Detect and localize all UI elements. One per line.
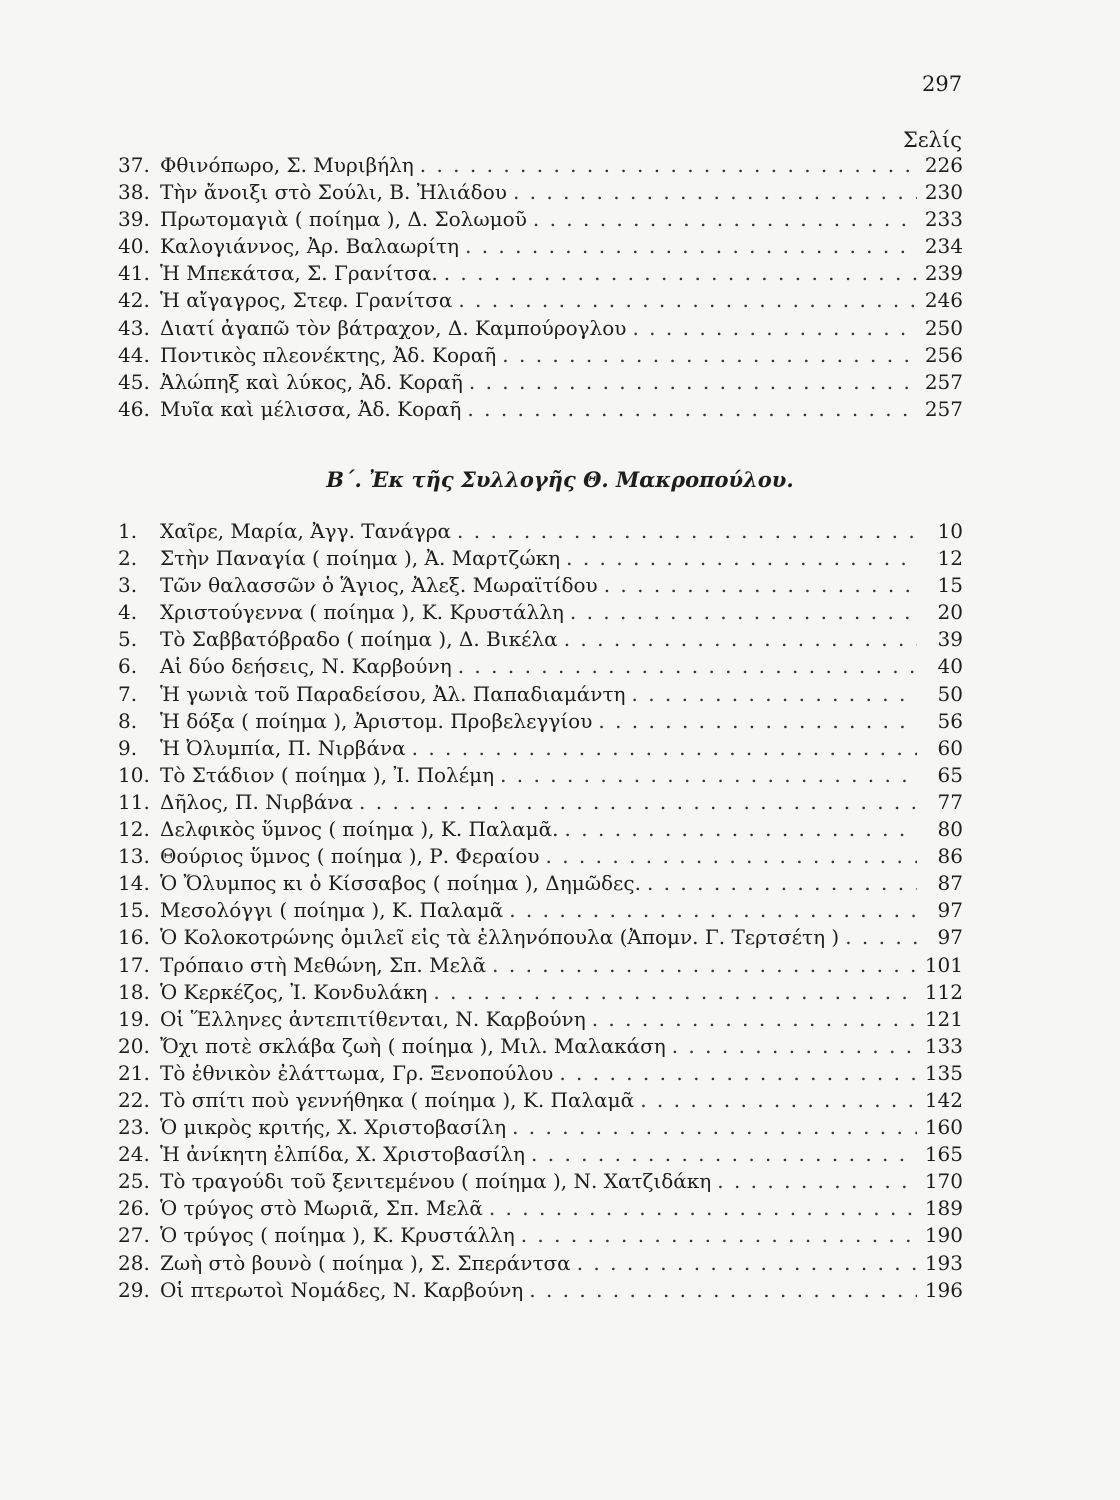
toc-entry — [118, 980, 963, 1007]
toc-entry — [118, 763, 963, 790]
dot-leader — [577, 1251, 917, 1275]
entry-number: 7. — [118, 681, 138, 706]
entry-number: 2. — [118, 546, 138, 571]
entry-title: Ὄχι ποτὲ σκλάβα ζωὴ ( ποίημα ), Μιλ. Μαλακάση — [160, 1033, 666, 1058]
entry-page: 133 — [924, 1033, 963, 1058]
entry-number: 11. — [118, 789, 150, 814]
entry-page: 257 — [924, 396, 963, 421]
dot-leader — [469, 370, 917, 394]
entry-page: 135 — [924, 1060, 963, 1085]
dot-leader — [570, 600, 917, 624]
entry-number: 6. — [118, 654, 138, 679]
entry-number: 16. — [118, 925, 150, 950]
entry-number: 39. — [118, 207, 150, 232]
toc-list-makropoulou — [118, 519, 963, 1305]
entry-number: 29. — [118, 1277, 150, 1302]
toc-entry — [118, 519, 963, 546]
entry-number: 27. — [118, 1223, 150, 1248]
entry-title: Αἱ δύο δεήσεις, Ν. Καρβούνη — [160, 654, 452, 679]
entry-number: 12. — [118, 817, 150, 842]
dot-leader — [509, 898, 917, 922]
entry-title: Πρωτομαγιὰ ( ποίημα ), Δ. Σολωμοῦ — [160, 207, 527, 232]
entry-number: 23. — [118, 1115, 150, 1140]
toc-entry — [118, 1034, 963, 1061]
entry-number: 3. — [118, 573, 138, 598]
dot-leader — [492, 953, 917, 977]
entry-number: 9. — [118, 735, 138, 760]
dot-leader — [458, 288, 917, 312]
entry-page: 256 — [924, 342, 963, 367]
entry-number: 19. — [118, 1006, 150, 1031]
toc-entry — [118, 790, 963, 817]
dot-leader — [521, 1223, 917, 1247]
entry-title: Τὴν ἄνοιξι στὸ Σούλι, Β. Ἠλιάδου — [160, 180, 507, 205]
entry-page: 97 — [937, 898, 963, 923]
toc-entry — [118, 1278, 963, 1305]
toc-entry — [118, 817, 963, 844]
toc-entry — [118, 953, 963, 980]
entry-title: Μυῖα καὶ μέλισσα, Ἀδ. Κοραῆ — [160, 396, 462, 421]
dot-leader — [592, 1007, 917, 1031]
entry-title: Ὁ τρύγος στὸ Μωριᾶ, Σπ. Μελᾶ — [160, 1196, 483, 1221]
entry-title: Τρόπαιο στὴ Μεθώνη, Σπ. Μελᾶ — [160, 952, 487, 977]
entry-title: Διατί ἀγαπῶ τὸν βάτραχον, Δ. Καμπούρογλου — [160, 315, 627, 340]
entry-title: Ὁ μικρὸς κριτής, Χ. Χριστοβασίλη — [160, 1115, 507, 1140]
entry-page: 142 — [924, 1087, 963, 1112]
entry-page: 112 — [924, 979, 963, 1004]
entry-title: Ὁ τρύγος ( ποίημα ), Κ. Κρυστάλλη — [160, 1223, 515, 1248]
entry-page: 87 — [937, 871, 963, 896]
entry-page: 189 — [924, 1196, 963, 1221]
entry-number: 20. — [118, 1033, 150, 1058]
dot-leader — [845, 925, 917, 949]
entry-page: 86 — [937, 844, 963, 869]
entry-title: Τὸ τραγούδι τοῦ ξενιτεμένου ( ποίημα ), Ν. Χατζιδάκη — [160, 1169, 712, 1194]
entry-number: 26. — [118, 1196, 150, 1221]
dot-leader — [533, 207, 917, 231]
entry-title: Ἡ δόξα ( ποίημα ), Ἀριστομ. Προβελεγγίου — [160, 708, 593, 733]
entry-number: 44. — [118, 342, 150, 367]
toc-entry — [118, 343, 963, 370]
entry-page: 234 — [924, 234, 963, 259]
entry-page: 230 — [924, 180, 963, 205]
entry-title: Ἡ Μπεκάτσα, Σ. Γρανίτσα. — [160, 261, 438, 286]
dot-leader — [500, 763, 917, 787]
dot-leader — [465, 234, 917, 258]
entry-title: Τὸ Σαββατόβραδο ( ποίημα ), Δ. Βικέλα — [160, 627, 558, 652]
entry-page: 190 — [924, 1223, 963, 1248]
dot-leader — [647, 871, 917, 895]
toc-entry — [118, 709, 963, 736]
page-number: 297 — [922, 72, 963, 96]
toc-entry — [118, 397, 963, 424]
dot-leader — [458, 654, 917, 678]
entry-page: 233 — [924, 207, 963, 232]
toc-list-continued — [118, 153, 963, 424]
toc-entry — [118, 654, 963, 681]
entry-number: 1. — [118, 519, 138, 543]
entry-title: Στὴν Παναγία ( ποίημα ), Ἀ. Μαρτζώκη — [160, 546, 561, 571]
entry-number: 8. — [118, 708, 138, 733]
entry-page: 20 — [937, 600, 963, 625]
dot-leader — [457, 519, 917, 543]
entry-title: Καλογιάννος, Ἀρ. Βαλαωρίτη — [160, 234, 459, 259]
entry-title: Τὸ ἐθνικὸν ἐλάττωμα, Γρ. Ξενοπούλου — [160, 1060, 554, 1085]
entry-page: 165 — [924, 1142, 963, 1167]
toc-entry — [118, 1088, 963, 1115]
dot-leader — [359, 790, 917, 814]
entry-number: 10. — [118, 762, 150, 787]
entry-title: Ἡ γωνιὰ τοῦ Παραδείσου, Ἀλ. Παπαδιαμάντη — [160, 681, 626, 706]
dot-leader — [632, 682, 918, 706]
toc-entry — [118, 207, 963, 234]
entry-number: 37. — [118, 153, 150, 177]
page-column-header: Σελίς — [902, 128, 962, 152]
entry-number: 4. — [118, 600, 138, 625]
entry-title: Ὁ Κολοκοτρώνης ὁμιλεῖ εἰς τὰ ἑλληνόπουλα (Ἀπομν. Γ. Τερτσέτη ) — [160, 925, 840, 950]
entry-page: 15 — [937, 573, 963, 598]
entry-page: 77 — [937, 789, 963, 814]
toc-entry — [118, 316, 963, 343]
entry-title: Ζωὴ στὸ βουνὸ ( ποίημα ), Σ. Σπεράντσα — [160, 1250, 571, 1275]
toc-entry — [118, 1196, 963, 1223]
entry-number: 40. — [118, 234, 150, 259]
entry-title: Ἡ αἴγαγρος, Στεφ. Γρανίτσα — [160, 288, 453, 313]
entry-page: 250 — [924, 315, 963, 340]
toc-entry — [118, 1115, 963, 1142]
entry-page: 196 — [924, 1277, 963, 1302]
entry-title: Ὁ Ὄλυμπος κι ὁ Κίσσαβος ( ποίημα ), Δημῶδες. — [160, 871, 641, 896]
entry-title: Δῆλος, Π. Νιρβάνα — [160, 789, 354, 814]
toc-entry — [118, 234, 963, 261]
dot-leader — [433, 980, 917, 1004]
dot-leader — [604, 573, 917, 597]
entry-title: Τῶν θαλασσῶν ὁ Ἅγιος, Ἀλεξ. Μωραϊτίδου — [160, 573, 598, 598]
entry-title: Θούριος ὕμνος ( ποίημα ), Ρ. Φεραίου — [160, 844, 540, 869]
toc-entry — [118, 370, 963, 397]
dot-leader — [672, 1034, 917, 1058]
entry-page: 160 — [924, 1115, 963, 1140]
entry-number: 42. — [118, 288, 150, 313]
entry-page: 50 — [937, 681, 963, 706]
entry-page: 239 — [924, 261, 963, 286]
entry-title: Μεσολόγγι ( ποίημα ), Κ. Παλαμᾶ — [160, 898, 504, 923]
entry-title: Οἱ Ἕλληνες ἀντεπιτίθενται, Ν. Καρβούνη — [160, 1006, 586, 1031]
entry-page: 246 — [924, 288, 963, 313]
dot-leader — [640, 1088, 917, 1112]
entry-title: Χαῖρε, Μαρία, Ἀγγ. Τανάγρα — [160, 519, 452, 543]
entry-page: 60 — [937, 735, 963, 760]
entry-title: Ἀλώπηξ καὶ λύκος, Ἀδ. Κοραῆ — [160, 369, 463, 394]
entry-title: Ἡ ἀνίκητη ἐλπίδα, Χ. Χριστοβασίλη — [160, 1142, 526, 1167]
toc-entry — [118, 573, 963, 600]
entry-page: 56 — [937, 708, 963, 733]
entry-number: 21. — [118, 1060, 150, 1085]
entry-title: Δελφικὸς ὕμνος ( ποίημα ), Κ. Παλαμᾶ. — [160, 817, 559, 842]
entry-title: Ἡ Ὀλυμπία, Π. Νιρβάνα — [160, 735, 406, 760]
section-heading: Β΄. Ἐκ τῆς Συλλογῆς Θ. Μακροπούλου. — [326, 467, 794, 492]
toc-entry — [118, 600, 963, 627]
toc-entry — [118, 153, 963, 180]
entry-number: 13. — [118, 844, 150, 869]
toc-entry — [118, 546, 963, 573]
dot-leader — [565, 817, 917, 841]
entry-title: Χριστούγεννα ( ποίημα ), Κ. Κρυστάλλη — [160, 600, 564, 625]
entry-page: 39 — [937, 627, 963, 652]
dot-leader — [512, 1115, 917, 1139]
toc-entry — [118, 288, 963, 315]
entry-number: 45. — [118, 369, 150, 394]
entry-number: 22. — [118, 1087, 150, 1112]
entry-number: 46. — [118, 396, 150, 421]
entry-page: 101 — [924, 952, 963, 977]
dot-leader — [502, 343, 917, 367]
entry-title: Τὸ Στάδιον ( ποίημα ), Ἰ. Πολέμη — [160, 762, 495, 787]
entry-page: 97 — [937, 925, 963, 950]
dot-leader — [412, 736, 917, 760]
toc-entry — [118, 261, 963, 288]
entry-page: 40 — [937, 654, 963, 679]
entry-page: 65 — [937, 762, 963, 787]
dot-leader — [559, 1061, 917, 1085]
toc-entry — [118, 1061, 963, 1088]
dot-leader — [513, 180, 917, 204]
toc-entry — [118, 844, 963, 871]
dot-leader — [717, 1169, 917, 1193]
entry-number: 14. — [118, 871, 150, 896]
dot-leader — [564, 627, 917, 651]
entry-number: 24. — [118, 1142, 150, 1167]
entry-number: 5. — [118, 627, 138, 652]
toc-entry — [118, 1142, 963, 1169]
entry-page: 12 — [937, 546, 963, 571]
dot-leader — [632, 316, 917, 340]
entry-page: 170 — [924, 1169, 963, 1194]
toc-entry — [118, 1169, 963, 1196]
entry-number: 28. — [118, 1250, 150, 1275]
entry-title: Ποντικὸς πλεονέκτης, Ἀδ. Κοραῆ — [160, 342, 497, 367]
entry-number: 15. — [118, 898, 150, 923]
toc-entry — [118, 627, 963, 654]
dot-leader — [489, 1196, 917, 1220]
toc-entry — [118, 1223, 963, 1250]
toc-entry — [118, 871, 963, 898]
dot-leader — [531, 1142, 917, 1166]
entry-page: 257 — [924, 369, 963, 394]
dot-leader — [467, 397, 917, 421]
entry-number: 18. — [118, 979, 150, 1004]
entry-number: 38. — [118, 180, 150, 205]
dot-leader — [566, 546, 917, 570]
entry-title: Ὁ Κερκέζος, Ἰ. Κονδυλάκη — [160, 979, 428, 1004]
entry-number: 43. — [118, 315, 150, 340]
entry-page: 226 — [924, 153, 963, 177]
toc-entry — [118, 180, 963, 207]
dot-leader — [598, 709, 917, 733]
entry-title: Τὸ σπίτι ποὺ γεννήθηκα ( ποίημα ), Κ. Παλαμᾶ — [160, 1087, 635, 1112]
entry-page: 10 — [937, 519, 963, 543]
entry-page: 121 — [924, 1006, 963, 1031]
toc-entry — [118, 898, 963, 925]
toc-entry — [118, 736, 963, 763]
toc-entry — [118, 1007, 963, 1034]
toc-entry — [118, 682, 963, 709]
dot-leader — [529, 1278, 917, 1302]
dot-leader — [444, 261, 917, 285]
entry-number: 17. — [118, 952, 150, 977]
entry-page: 80 — [937, 817, 963, 842]
toc-entry — [118, 925, 963, 952]
dot-leader — [546, 844, 918, 868]
entry-title: Φθινόπωρο, Σ. Μυριβήλη — [160, 153, 414, 177]
entry-title: Οἱ πτερωτοὶ Νομάδες, Ν. Καρβούνη — [160, 1277, 524, 1302]
entry-number: 25. — [118, 1169, 150, 1194]
dot-leader — [420, 153, 917, 177]
toc-entry — [118, 1251, 963, 1278]
entry-number: 41. — [118, 261, 150, 286]
entry-page: 193 — [924, 1250, 963, 1275]
